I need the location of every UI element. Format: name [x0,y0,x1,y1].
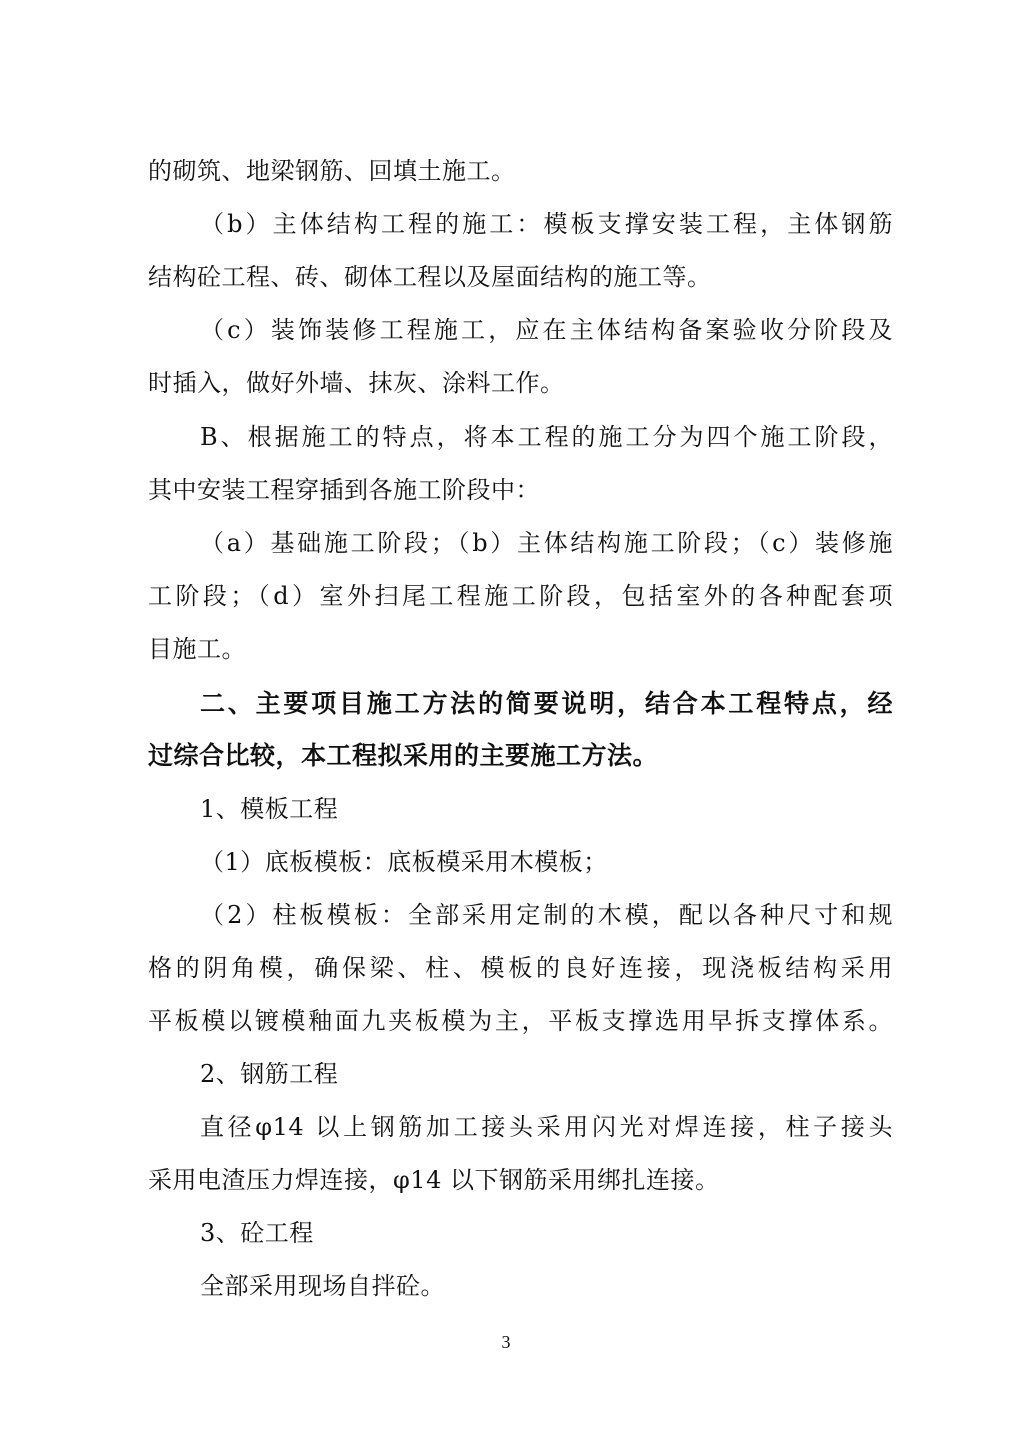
paragraph-line: （1）底板模板：底板模采用木模板； [200,848,608,876]
paragraph-line: 直径φ14 以上钢筋加工接头采用闪光对焊连接，柱子接头 [200,1113,893,1141]
paragraph-line: 目施工。 [148,635,246,663]
paragraph-line: （b）主体结构工程的施工：模板支撑安装工程，主体钢筋 [200,210,893,238]
subsection-heading: 2、钢筋工程 [200,1060,339,1088]
section-heading-line: 二、主要项目施工方法的简要说明，结合本工程特点，经 [200,689,893,718]
paragraph-line: 采用电渣压力焊连接，φ14 以下钢筋采用绑扎连接。 [148,1166,720,1194]
section-heading-line: 过综合比较，本工程拟采用的主要施工方法。 [148,741,659,770]
paragraph-line: （c）装饰装修工程施工，应在主体结构备案验收分阶段及 [200,316,893,344]
paragraph-line: 工阶段；（d）室外扫尾工程施工阶段，包括室外的各种配套项 [148,582,893,610]
paragraph-line: B、根据施工的特点，将本工程的施工分为四个施工阶段， [200,423,893,451]
page-number: 3 [501,1332,511,1352]
paragraph-line: 结构砼工程、砖、砌体工程以及屋面结构的施工等。 [148,263,712,291]
paragraph-line: 平板模以镀模釉面九夹板模为主，平板支撑选用早拆支撑体系。 [148,1007,893,1035]
paragraph-line: 其中安装工程穿插到各施工阶段中： [148,476,540,504]
paragraph-line: （a）基础施工阶段；（b）主体结构施工阶段；（c）装修施 [200,529,893,557]
paragraph-line: （2）柱板模板：全部采用定制的木模，配以各种尺寸和规 [200,901,893,929]
subsection-heading: 3、砼工程 [200,1219,314,1247]
paragraph-line: 全部采用现场自拌砼。 [200,1272,445,1300]
subsection-heading: 1、模板工程 [200,795,339,823]
paragraph-line: 时插入，做好外墙、抹灰、涂料工作。 [148,369,565,397]
paragraph-line: 格的阴角模，确保梁、柱、模板的良好连接，现浇板结构采用 [148,954,893,982]
paragraph-line: 的砌筑、地梁钢筋、回填土施工。 [148,157,516,185]
